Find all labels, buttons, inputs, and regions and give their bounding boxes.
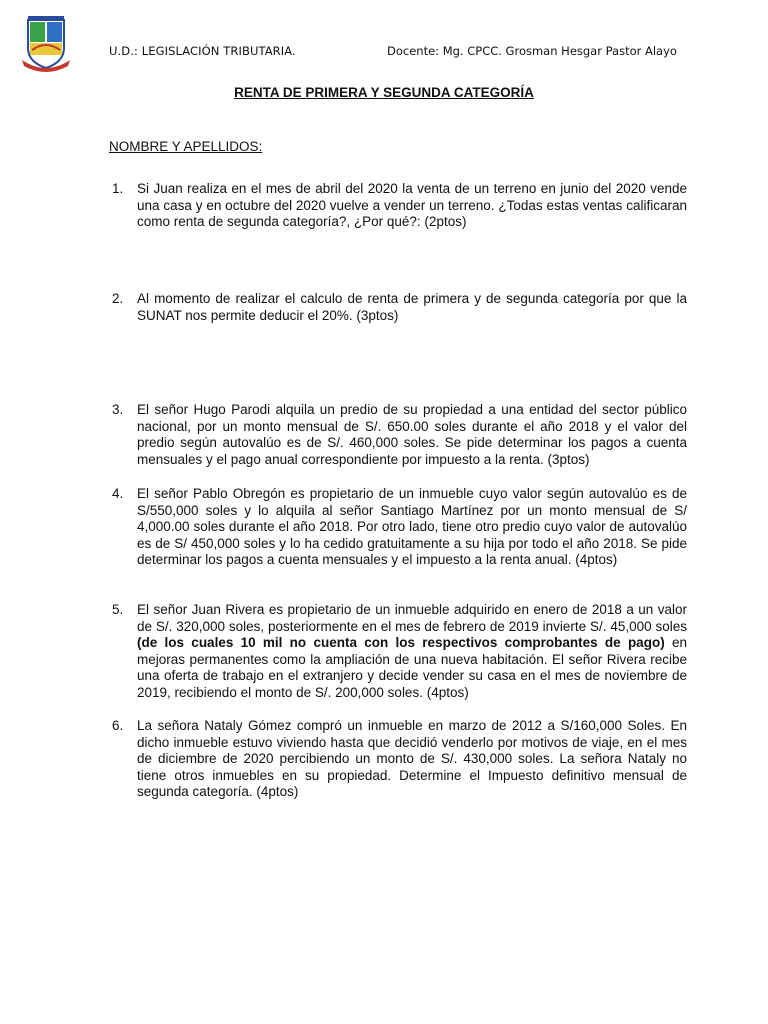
- question-text: El señor Hugo Parodi alquila un predio de su propiedad a una entidad del sector público nacional, por un monto mensual de S/. 650.00 soles durante el año 2018 y el valor del predio según autovalúo es de S/. 460,000 soles. Se pide determinar los pagos a cuenta mensuales y el pago anual correspondiente por impuesto a la renta. (3ptos): [137, 402, 687, 467]
- question-number: 4.: [112, 486, 124, 501]
- question-5: [109, 602, 687, 702]
- question-number: 2.: [112, 291, 124, 306]
- page-title: RENTA DE PRIMERA Y SEGUNDA CATEGORÍA: [234, 85, 534, 100]
- question-text: El señor Juan Rivera es propietario de un inmueble adquirido en enero de 2018 a un valor de S/. 320,000 soles, posteriormente en el mes de febrero de 2019 invierte S/. 45,000 soles (de los cuales 10 mil no cuenta con los respectivos comprobantes de pago) en mejoras permanentes como la ampliación de una nueva habitación. El señor Rivera recibe una oferta de trabajo en el extranjero y decide vender su casa en el mes de noviembre de 2019, recibiendo el monto de S/. 200,000 soles. (4ptos): [137, 602, 687, 700]
- question-number: 6.: [112, 718, 124, 733]
- question-text: Al momento de realizar el calculo de renta de primera y de segunda categoría por que la SUNAT nos permite deducir el 20%. (3ptos): [137, 291, 687, 323]
- question-number: 3.: [112, 402, 124, 417]
- question-2: [109, 291, 687, 324]
- institution-crest-icon: [18, 10, 74, 74]
- question-4: [109, 486, 687, 569]
- question-text: Si Juan realiza en el mes de abril del 2020 la venta de un terreno en junio del 2020 vende una casa y en octubre del 2020 vuelve a vender un terreno. ¿Todas estas ventas calificaran como renta de segunda categoría?, ¿Por qué?: (2ptos): [137, 181, 687, 230]
- question-number: 5.: [112, 602, 124, 617]
- teacher-name: Docente: Mg. CPCC. Grosman Hesgar Pastor Alayo: [387, 44, 677, 58]
- question-1: [109, 181, 687, 231]
- question-text: La señora Nataly Gómez compró un inmueble en marzo de 2012 a S/160,000 Soles. En dicho inmueble estuvo viviendo hasta que decidió venderlo por motivos de viaje, en el mes de diciembre de 2020 percibiendo un monto de S/. 430,000 soles. La señora Nataly no tiene otros inmuebles en su propiedad. Determine el Impuesto definitivo mensual de segunda categoría. (4ptos): [137, 718, 687, 800]
- question-text: El señor Pablo Obregón es propietario de un inmueble cuyo valor según autovalúo es de S/550,000 soles y lo alquila al señor Santiago Martínez por un monto mensual de S/ 4,000.00 soles durante el año 2018. Por otro lado, tiene otro predio cuyo valor de autovalúo es de S/ 450,000 soles y lo ha cedido gratuitamente a su hija por todo el año 2018. Se pide determinar los pagos a cuenta mensuales y el impuesto a la renta anual. (4ptos): [137, 486, 687, 568]
- name-label: NOMBRE Y APELLIDOS:: [109, 139, 263, 154]
- question-bold-note: (de los cuales 10 mil no cuenta con los respectivos comprobantes de pago): [137, 635, 665, 651]
- question-number: 1.: [112, 181, 124, 196]
- question-3: [109, 402, 687, 468]
- question-6: [109, 718, 687, 801]
- course-unit: U.D.: LEGISLACIÓN TRIBUTARIA.: [109, 44, 296, 58]
